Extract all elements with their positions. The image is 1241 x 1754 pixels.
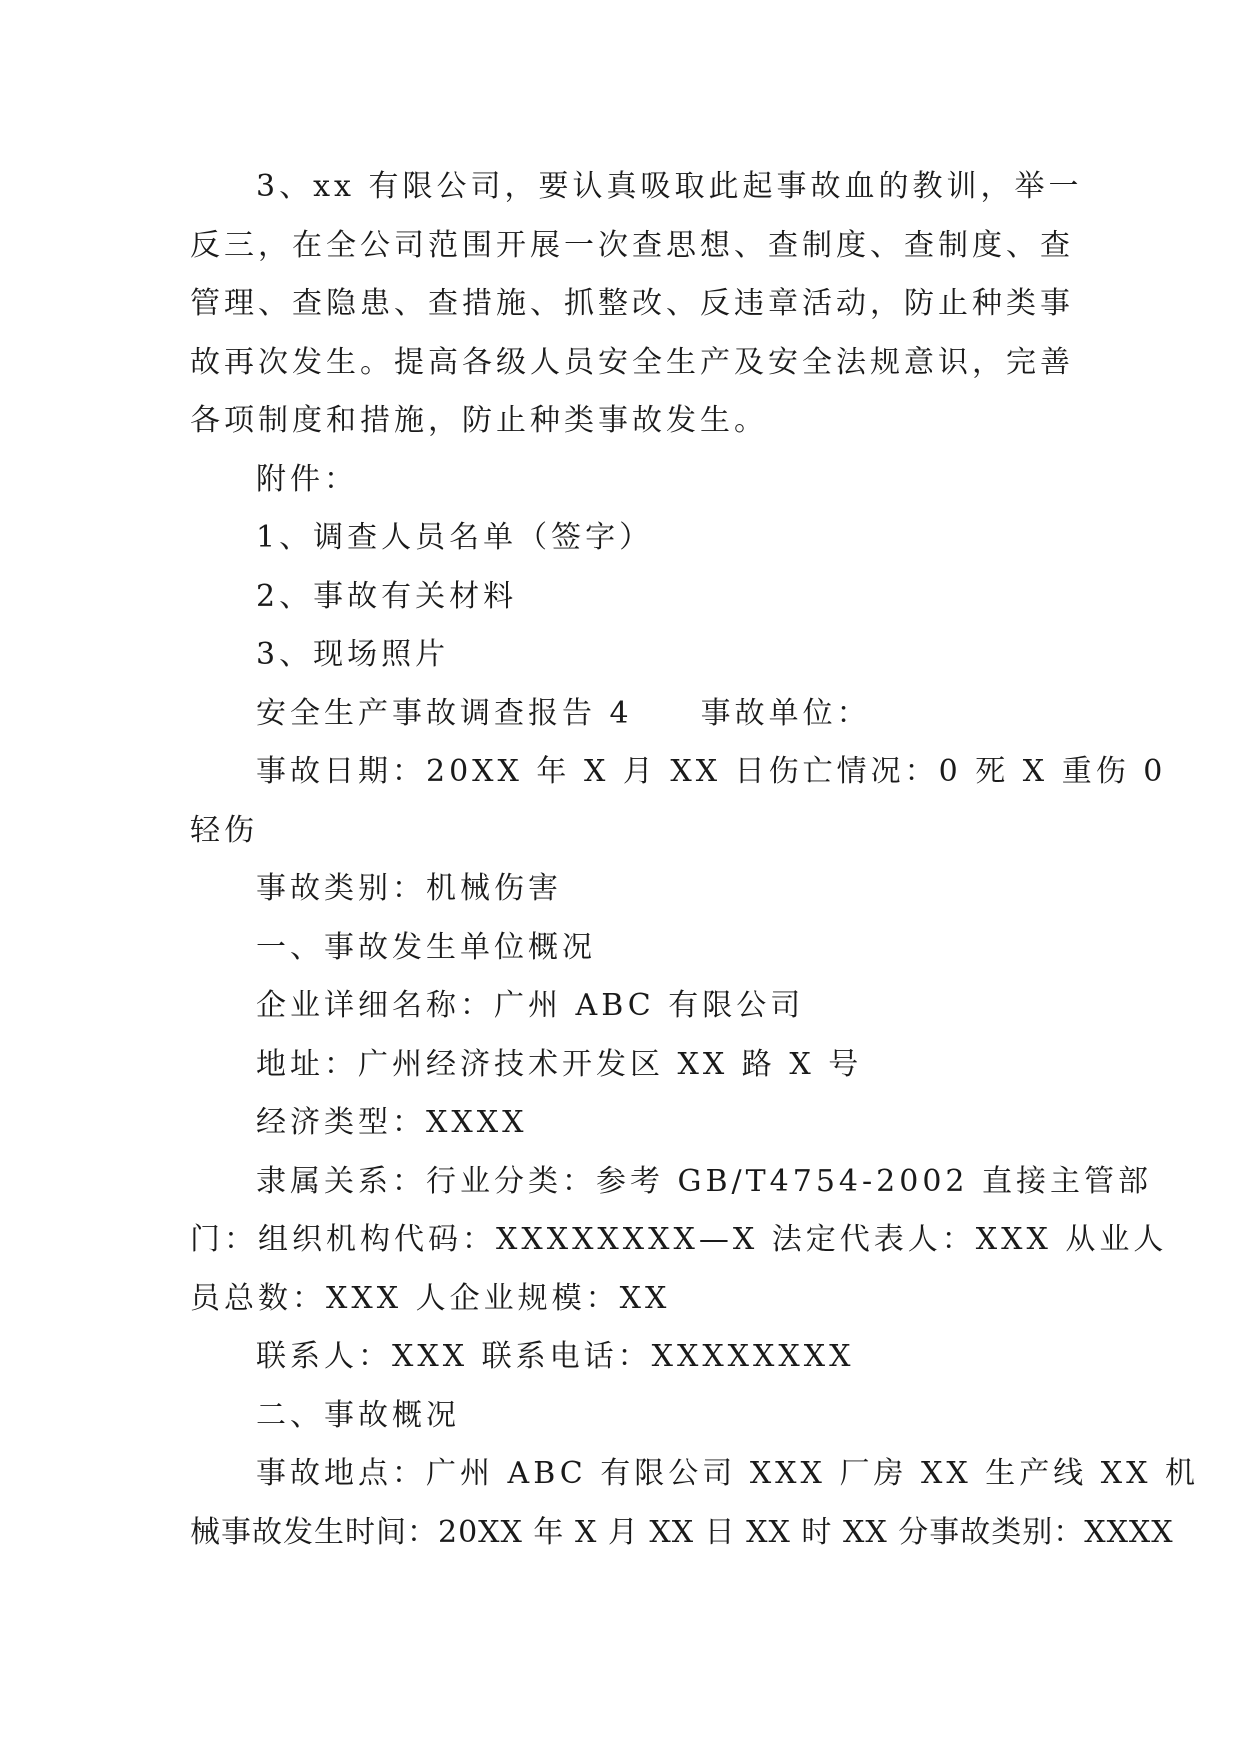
address-line: 地址：广州经济技术开发区 XX 路 X 号 (256, 1046, 863, 1082)
section-heading-1: 一、事故发生单位概况 (256, 929, 596, 965)
attachment-item: 3、现场照片 (256, 637, 450, 672)
paragraph-line: 管理、查隐患、查措施、抓整改、反违章活动，防止种类事 (190, 286, 1074, 321)
report-title: 安全生产事故调查报告 4 事故单位： (256, 695, 871, 731)
affiliation-line: 隶属关系：行业分类：参考 GB/T4754-2002 直接主管部 (256, 1163, 1153, 1199)
accident-date-line: 事故日期：20XX 年 X 月 XX 日伤亡情况：0 死 X 重伤 0 (256, 754, 1167, 789)
contact-line: 联系人：XXX 联系电话：XXXXXXXX (256, 1339, 855, 1374)
document-body (190, 158, 1200, 1562)
paragraph-line: 轻伤 (190, 812, 258, 848)
paragraph-line: 员总数：XXX 人企业规模：XX (190, 1280, 671, 1316)
paragraph-line: 反三，在全公司范围开展一次查思想、查制度、查制度、查 (190, 227, 1074, 263)
accident-location-line: 事故地点：广州 ABC 有限公司 XXX 厂房 XX 生产线 XX 机 (256, 1456, 1200, 1491)
attachment-item: 2、事故有关材料 (256, 578, 518, 614)
economic-type-line: 经济类型：XXXX (256, 1105, 528, 1140)
paragraph-line: 3、xx 有限公司，要认真吸取此起事故血的教训，举一 (256, 169, 1083, 204)
paragraph-line: 各项制度和措施，防止种类事故发生。 (190, 403, 768, 438)
section-heading-2: 二、事故概况 (256, 1397, 460, 1433)
paragraph-line: 故再次发生。提高各级人员安全生产及安全法规意识，完善 (190, 344, 1074, 380)
paragraph-line: 门：组织机构代码：XXXXXXXX—X 法定代表人：XXX 从业人 (190, 1222, 1168, 1257)
accident-category-line: 事故类别：机械伤害 (256, 871, 562, 906)
attachment-item: 1、调查人员名单（签字） (256, 520, 654, 555)
paragraph-line: 械事故发生时间：20XX 年 X 月 XX 日 XX 时 XX 分事故类别：XXXX (190, 1514, 1174, 1550)
attachments-heading: 附件： (256, 461, 358, 497)
company-name-line: 企业详细名称：广州 ABC 有限公司 (256, 988, 805, 1023)
